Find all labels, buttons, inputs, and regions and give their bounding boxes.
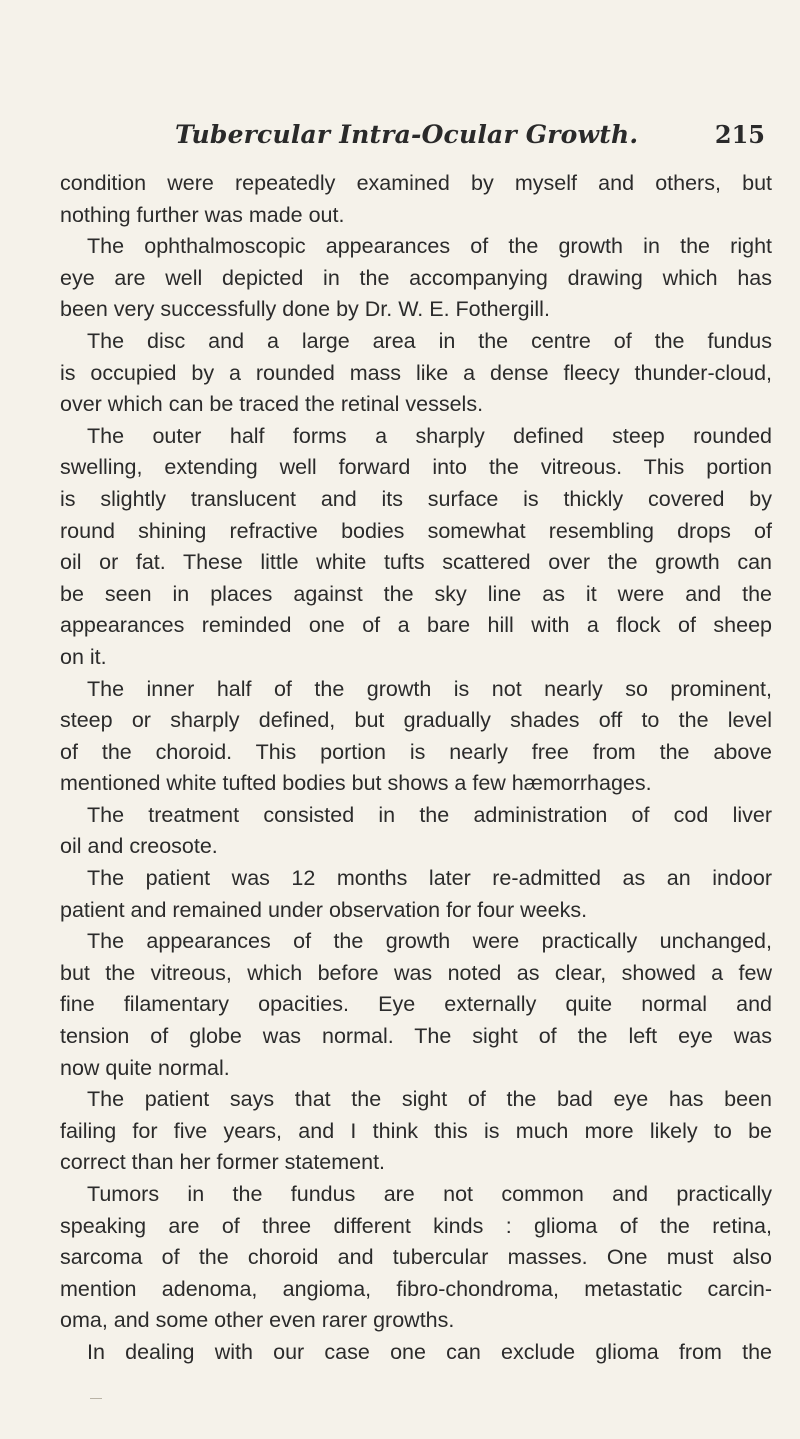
text-line: correct than her former statement.	[60, 1150, 386, 1175]
text-line: be seen in places against the sky line as it were and the	[60, 581, 772, 606]
text-line: oil and creosote.	[60, 834, 218, 859]
text-line: speaking are of three different kinds : glioma of the retina,	[60, 1213, 772, 1238]
text-line: The ophthalmoscopic appearances of the growth in the right	[87, 234, 772, 259]
page-number: 215	[714, 120, 765, 149]
text-line: The outer half forms a sharply defined steep rounded	[87, 423, 772, 448]
text-line: now quite normal.	[60, 1055, 230, 1080]
text-line: The patient was 12 months later re-admitted as an indoor	[87, 866, 772, 891]
text-line: nothing further was made out.	[60, 202, 345, 227]
text-line: on it.	[60, 644, 107, 669]
text-line: mention adenoma, angioma, fibro-chondroma, metastatic carcin-	[60, 1276, 772, 1301]
text-line: The treatment consisted in the administration of cod liver	[87, 802, 772, 827]
text-line: round shining refractive bodies somewhat resembling drops of	[60, 518, 772, 543]
text-line: The patient says that the sight of the bad eye has been	[87, 1087, 772, 1112]
text-line: steep or sharply defined, but gradually shades off to the level	[60, 708, 772, 733]
text-line: Tumors in the fundus are not common and practically	[87, 1182, 772, 1206]
text-line: sarcoma of the choroid and tubercular masses. One must also	[60, 1245, 772, 1270]
body-text	[60, 168, 772, 1369]
text-line: condition were repeatedly examined by myself and others, but	[60, 171, 772, 195]
text-line: fine filamentary opacities. Eye externally quite normal and	[60, 992, 772, 1017]
text-line: The appearances of the growth were practically unchanged,	[87, 929, 772, 954]
text-line: over which can be traced the retinal vessels.	[60, 392, 484, 417]
text-line: tension of globe was normal. The sight of the left eye was	[60, 1024, 772, 1049]
text-line: failing for five years, and I think this is much more likely to be	[60, 1118, 772, 1143]
text-line: eye are well depicted in the accompanying drawing which has	[60, 265, 772, 290]
text-line: of the choroid. This portion is nearly free from the above	[60, 739, 772, 764]
text-line: but the vitreous, which before was noted as clear, showed a few	[60, 960, 772, 985]
text-line: been very successfully done by Dr. W. E. Fothergill.	[60, 297, 550, 322]
text-line: oma, and some other even rarer growths.	[60, 1308, 455, 1333]
text-line: The disc and a large area in the centre of the fundus	[87, 328, 772, 353]
text-line: mentioned white tufted bodies but shows a few hæmorrhages.	[60, 771, 652, 796]
running-title: Tubercular Intra-Ocular Growth.	[175, 120, 639, 149]
text-line: The inner half of the growth is not nearly so prominent,	[87, 676, 772, 701]
text-line: patient and remained under observation for four weeks.	[60, 897, 588, 922]
text-line: is occupied by a rounded mass like a dense fleecy thunder-cloud,	[60, 360, 772, 385]
text-line: oil or fat. These little white tufts scattered over the growth can	[60, 550, 772, 575]
text-line: appearances reminded one of a bare hill with a flock of sheep	[60, 613, 772, 638]
running-head	[175, 120, 765, 160]
text-line: swelling, extending well forward into the vitreous. This portion	[60, 455, 772, 480]
page-blemish	[90, 1398, 102, 1399]
text-line: is slightly translucent and its surface is thickly covered by	[60, 486, 772, 511]
text-line: In dealing with our case one can exclude glioma from the	[87, 1339, 772, 1364]
